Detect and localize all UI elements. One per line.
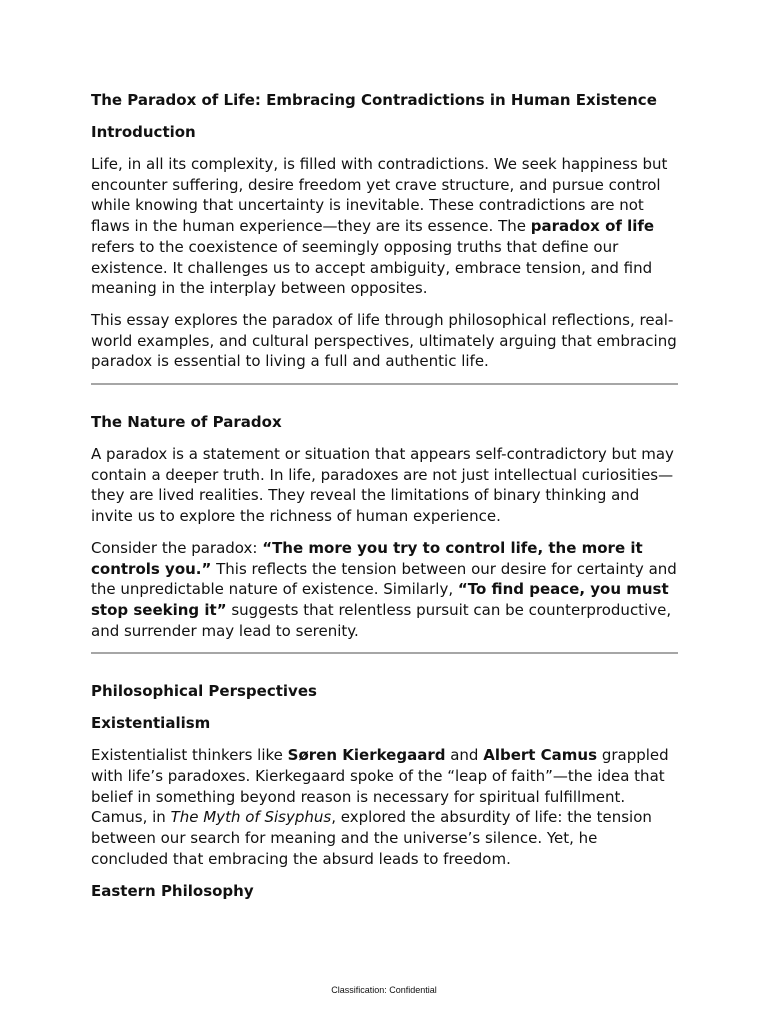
document-title: The Paradox of Life: Embracing Contradictions in Human Existence <box>91 91 657 109</box>
bold-quote: “The more you try to control life, the more it controls you.” <box>91 538 643 578</box>
existentialism-heading: Existentialism <box>91 714 211 733</box>
bold-phrase: paradox of life <box>530 217 655 236</box>
introduction-heading: Introduction <box>91 123 196 141</box>
introduction-paragraph-1: Life, in all its complexity, is filled with contradictions. We seek happiness but encounter suffering, desire freedom yet crave structure, and pursue control while knowing that uncertainty is inevitable. These contradictions are not flaws in the human experience—they are its essence. The paradox of life refers to the coexistence of seemingly opposing truths that define our existence. It challenges us to accept ambiguity, embrace tension, and find meaning in the interplay between opposites. <box>91 155 668 298</box>
classification-footer: Classification: Confidential <box>331 985 437 995</box>
italic-title: The Myth of Sisyphus <box>170 808 332 827</box>
bold-name: Søren Kierkegaard <box>287 746 446 765</box>
eastern-philosophy-heading: Eastern Philosophy <box>91 881 254 900</box>
nature-paragraph-1: A paradox is a statement or situation that appears self-contradictory but may contain a deeper truth. In life, paradoxes are not just intellectual curiosities—they are lived realities. They reveal the limitations of binary thinking and invite us to explore the richness of human experience. <box>91 445 674 526</box>
nature-paragraph-2: Consider the paradox: “The more you try to control life, the more it controls you.” This reflects the tension between our desire for certainty and the unpredictable nature of existence. Similarly, “To find peace, you must stop seeking it” suggests that relentless pursuit can be counterproductive, and surrender may lead to serenity. <box>91 538 677 640</box>
bold-name: Albert Camus <box>483 746 598 765</box>
philosophy-heading: Philosophical Perspectives <box>91 682 317 701</box>
bold-quote: “To find peace, you must stop seeking it” <box>91 580 669 619</box>
nature-heading: The Nature of Paradox <box>91 413 282 432</box>
section-divider <box>91 383 678 385</box>
existentialism-paragraph: Existentialist thinkers like Søren Kierkegaard and Albert Camus grappled with life’s paradoxes. Kierkegaard spoke of the “leap of faith”—the idea that belief in something beyond reason is necessary for spiritual fulfillment. Camus, in The Myth of Sisyphus, explored the absurdity of life: the tension between our search for meaning and the universe’s silence. Yet, he concluded that embracing the absurd leads to freedom. <box>91 746 669 868</box>
document-body <box>91 90 678 902</box>
section-divider <box>91 652 678 654</box>
introduction-paragraph-2: This essay explores the paradox of life through philosophical reflections, real-world examples, and cultural perspectives, ultimately arguing that embracing paradox is essential to living a full and authentic life. <box>91 310 677 371</box>
